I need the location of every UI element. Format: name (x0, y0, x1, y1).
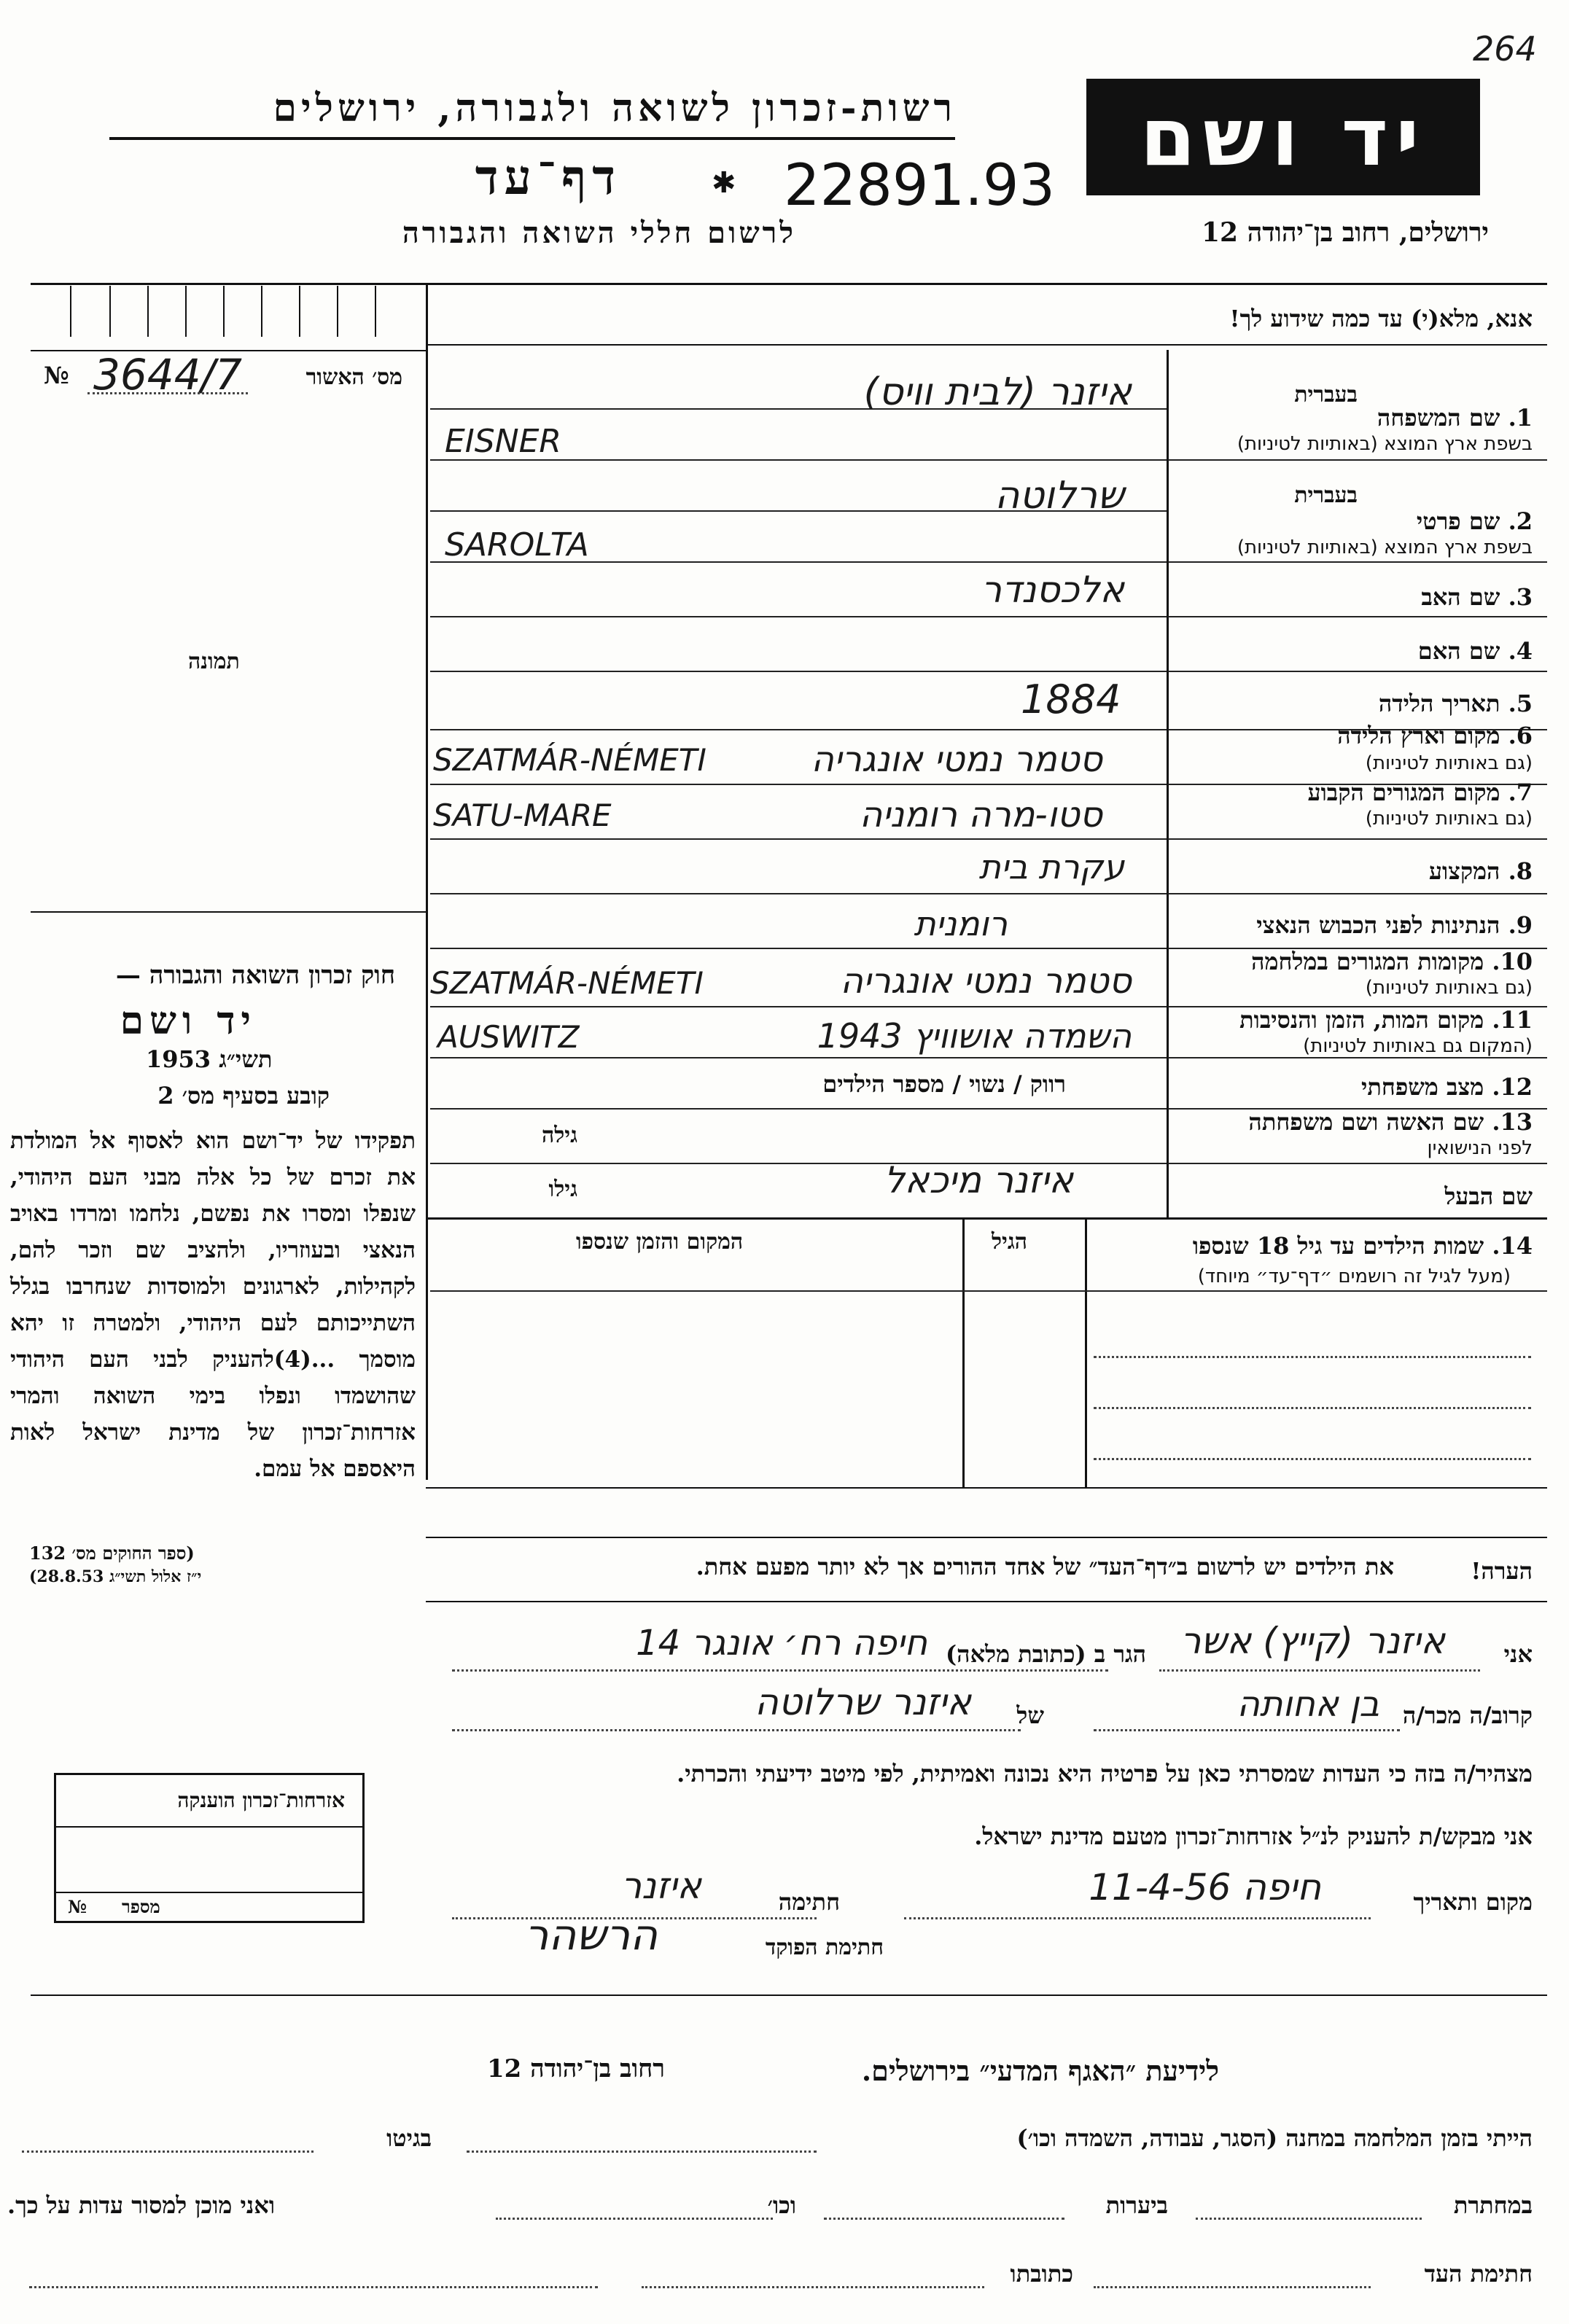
declaration-statement: מצהיר/ה בזה כי העדות שמסרתי כאן על פרטיה היא נכונה ואמיתית, לפי מיטב ידיעתי והכרתי. (677, 1760, 1533, 1787)
field-6-label: 6. מקום וארץ הלידה (1337, 722, 1533, 749)
law-body: תפקידו של יד־ושם הוא לאסוף אל המולדת את זכרם של כל אלה מבני העם היהודי, שנפלו ומסרו את נפשם, נלחמו ומרדו באויב הנאצי ובעוזריו, ולהציב שם וזכר להם, לקהילות, לארגונים ולמוסדות שנחרבו בגלל השתייכותם לעם היהודי, ולמטרה זו יהא מוסמך ...(4)להעניק לבני העם היהודי שהושמדו ונפלו בימי השואה והמרי אזרחות־זכרון של מדינת ישראל לאות היאספם אל עמם. (10, 1128, 416, 1482)
field-3-value: אלכסנדר (981, 569, 1124, 611)
footer-address: רחוב בן־יהודה 12 (486, 2054, 665, 2083)
field-12-label: 12. מצב משפחתי (1361, 1073, 1533, 1101)
place-date-label: מקום ותאריך (1413, 1888, 1533, 1916)
place-date-value: חיפה 11-4-56 (1089, 1866, 1321, 1908)
serial-number: 22891.93 (784, 153, 1056, 219)
footer-ghetto-label: בגיטו (386, 2124, 432, 2152)
field-10-value-hebrew: סטמר נמטי אונגריה (840, 961, 1132, 1002)
field-11-value-latin: AUSWITZ (437, 1019, 580, 1055)
field-2-sub: בשפת ארץ המוצא (באותיות לטיניות) (1237, 537, 1533, 558)
asterisk-icon: ✱ (712, 166, 736, 200)
footer-forests-label: ביערות (1105, 2191, 1168, 2219)
citizenship-title: אזרחות־זכרון הוענקה (177, 1788, 345, 1812)
field-10-value-latin: SZATMÁR-NÉMETI (430, 965, 704, 1001)
declaration-name: איזנר (קייץ) אשר (1180, 1620, 1445, 1662)
field-2-value-hebrew: שרלוטה (994, 474, 1124, 518)
declaration-of-name: איזנר שרלוטה (755, 1681, 971, 1723)
field-11-sub: (המקום גם באותיות לטיניות) (1303, 1035, 1533, 1057)
footer-testimony-label: ואני מוכן למסור עדות על כך. (7, 2191, 276, 2219)
citizenship-no-sign: № (68, 1896, 87, 1917)
logo-text: יד ושם (1140, 90, 1427, 184)
signature-label: חתימה (778, 1888, 840, 1916)
declaration-residing-label: הגר ב (כתובת מלאה) (946, 1640, 1146, 1668)
law-title: חוק זכרון השואה והגבורה — (115, 961, 395, 990)
field-11-value-hebrew: השמדה אושוויץ 1943 (817, 1016, 1132, 1056)
law-section: קובע בסעיף מס׳ 2 (157, 1082, 330, 1110)
field-10-label: 10. מקומות המגורים במלחמה (1251, 948, 1533, 975)
field-4-label: 4. שם האם (1417, 637, 1533, 665)
field-6-sub: (גם באותיות לטיניות) (1365, 752, 1533, 774)
field-8-label: 8. המקצוע (1428, 857, 1533, 885)
note-text: את הילדים יש לרשום ב״דף־העד״ של אחד ההורים אך לא יותר מפעם אחת. (696, 1553, 1394, 1580)
approval-label: מס׳ האשור (305, 364, 402, 390)
footer-address-label: כתובתו (1010, 2260, 1073, 2288)
husband-label: שם הבעל (1444, 1182, 1533, 1210)
field-8-value: עקרת בית (978, 847, 1124, 886)
field-6-value-latin: SZATMÁR-NÉMETI (433, 742, 706, 778)
field-1-label: 1. שם המשפחה (1377, 404, 1533, 432)
address: ירושלים, רחוב בן־יהודה 12 (1201, 217, 1489, 248)
signature-value: איזנר (620, 1865, 701, 1907)
law-name: יד ושם (120, 999, 257, 1043)
declaration-request: אני מבקש/ת להעניק לנ״ל אזרחות־זכרון מטעם מדינת ישראל. (974, 1822, 1533, 1850)
footer-etc-label: וכו׳ (767, 2191, 796, 2219)
field-11-label: 11. מקום המות, הזמן והנסיבות (1239, 1006, 1533, 1034)
law-ref-1: (ספר החוקים מס׳ 132 (29, 1543, 195, 1564)
note-label: הערה! (1471, 1557, 1533, 1585)
form-subtitle: לרשום חללי השואה והגבורה (402, 216, 796, 250)
field-7-value-hebrew: סטו-מרה רומניה (859, 795, 1102, 835)
declaration-relation: בן אחותה (1237, 1684, 1379, 1725)
field-9-value: רומנית (914, 904, 1008, 943)
footer-camp-label: הייתי בזמן המלחמה במחנה (הסגר, עבודה, השמדה וכו׳) (1016, 2124, 1533, 2152)
form-title: דף־עד (475, 149, 621, 206)
field-10-sub: (גם באותיות לטיניות) (1365, 977, 1533, 999)
declaration-relative-label: קרוב/ה מכר/ה (1402, 1701, 1533, 1729)
citizenship-number-label: מספר (122, 1896, 160, 1917)
field-1-value-latin: EISNER (445, 423, 561, 460)
field-5-value: 1884 (1021, 676, 1121, 722)
approval-no-sign: № (44, 362, 69, 389)
field-3-label: 3. שם האב (1421, 583, 1533, 611)
declaration-address: חיפה רח׳ אונגר 14 (636, 1623, 927, 1664)
approval-number: 3644/7 (93, 350, 243, 399)
footer-heading: לידיעת ״האגף המדעי״ בירושלים. (861, 2054, 1219, 2087)
field-1-sub: בשפת ארץ המוצא (באותיות לטיניות) (1237, 433, 1533, 455)
photo-label: תמונה (188, 649, 240, 674)
field-13-age-label: גילה (541, 1123, 577, 1148)
field-2-value-latin: SAROLTA (445, 526, 589, 564)
children-label: 14. שמות הילדים עד גיל 18 שנספו (1192, 1232, 1533, 1260)
field-1-value-hebrew: איזנר (לבית וויס) (863, 370, 1132, 414)
footer-witness-signature-label: חתימת העד (1424, 2260, 1533, 2288)
field-7-label: 7. מקום המגורים הקבוע (1307, 779, 1533, 806)
page-number: 264 (1473, 29, 1537, 69)
field-12-value: רווק / נשוי / מספר הילדים (822, 1070, 1066, 1098)
children-col-place: המקום והזמן שנספו (576, 1229, 744, 1255)
instruction: אנא, מלא(י) עד כמה שידוע לך! (1229, 305, 1533, 332)
law-year: 1953 תשי״ג (146, 1045, 273, 1073)
field-13-sub: לפני הנישואין (1427, 1137, 1533, 1159)
declaration-i-label: אני (1503, 1640, 1533, 1668)
field-13-label: 13. שם האשה ושם משפחתה (1248, 1108, 1533, 1136)
children-sub: (מעל לגיל זה רושמים ״דף־עד״ מיוחד) (1197, 1266, 1511, 1287)
field-7-value-latin: SATU-MARE (433, 798, 612, 833)
field-1-hebrew-tag: בעברית (1294, 382, 1358, 408)
field-9-label: 9. הנתינות לפני הכבוש הנאצי (1256, 911, 1533, 939)
officer-signature: הרשהר (524, 1910, 658, 1960)
yad-vashem-logo (1086, 79, 1480, 195)
field-5-label: 5. תאריך הלידה (1378, 690, 1533, 717)
law-ref-2: י״ז אלול תשי״ג 28.8.53) (29, 1567, 202, 1586)
officer-signature-label: חתימת הפוקד (765, 1935, 884, 1960)
field-7-sub: (גם באותיות לטיניות) (1365, 808, 1533, 830)
authority-line: רשות-זכרון לשואה ולגבורה, ירושלים (273, 86, 957, 130)
children-col-age: הגיל (992, 1229, 1028, 1255)
footer-underground-label: במחתרת (1453, 2191, 1533, 2219)
citizenship-box (54, 1773, 365, 1923)
declaration-of-label: של (1016, 1701, 1044, 1729)
field-6-value-hebrew: סטמר נמטי אונגריה (811, 739, 1102, 780)
field-2-label: 2. שם פרטי (1416, 507, 1533, 535)
husband-value: איזנר מיכאל (884, 1159, 1073, 1201)
husband-age-label: גילו (548, 1177, 577, 1202)
field-2-hebrew-tag: בעברית (1294, 483, 1358, 508)
